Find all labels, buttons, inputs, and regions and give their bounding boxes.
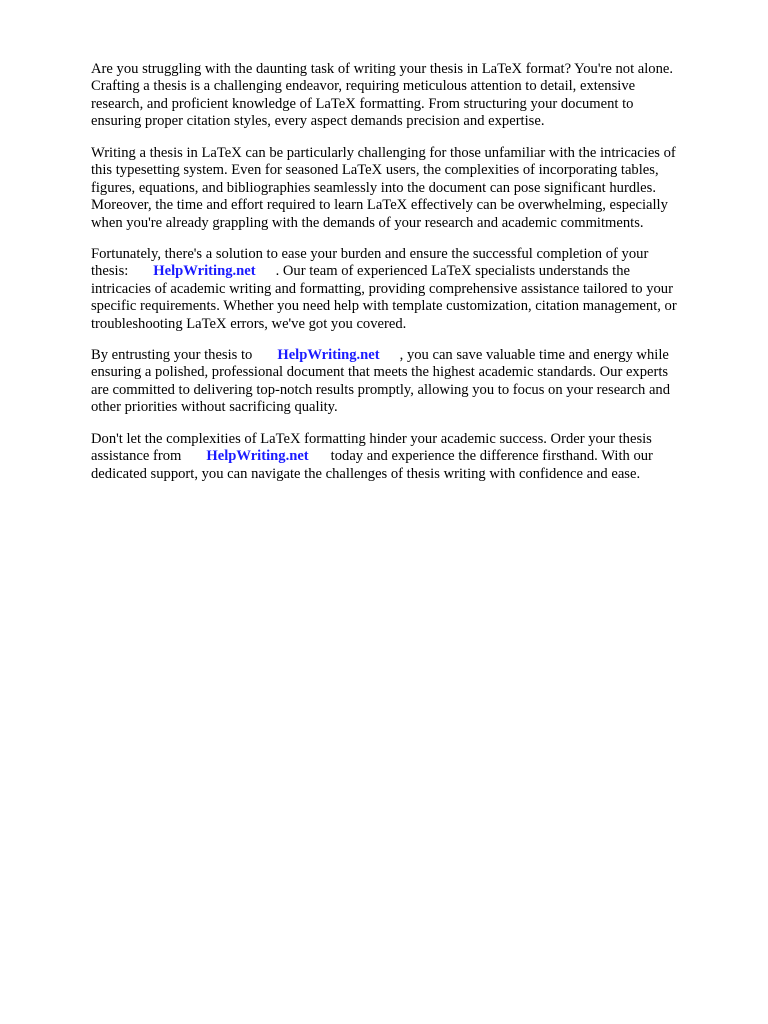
text-line: Don't let the complexities of LaTeX formatting hinder your academic success. Order your thesis [91,431,652,447]
paragraph-call-to-action [91,431,653,483]
text-line: other priorities without sacrificing quality. [91,399,338,416]
text-line: this typesetting system. Even for seasoned LaTeX users, the complexities of incorporating tables, [91,162,659,179]
helpwriting-link[interactable]: HelpWriting.net [153,263,256,280]
text-line: Are you struggling with the daunting task of writing your thesis in LaTeX format? You're not alone. [91,61,674,77]
text-line: figures, equations, and bibliographies seamlessly into the document can pose significant hurdles. [91,179,656,196]
paragraph-solution [91,246,677,333]
link-line-before: assistance from [91,448,182,465]
text-line: Moreover, the time and effort required to learn LaTeX effectively can be overwhelming, especially [91,197,668,214]
text-line-with-link [91,448,653,465]
text-line: ensuring a polished, professional document that meets the highest academic standards. Our experts [91,364,669,381]
text-line: troubleshooting LaTeX errors, we've got you covered. [91,315,407,332]
link-line-before: By entrusting your thesis to [91,347,253,363]
paragraph-challenges [91,145,676,232]
link-line-after: today and experience the difference firsthand. With our [330,448,653,465]
text-line-with-link [91,347,670,364]
text-line-with-link [91,263,677,280]
text-line: when you're already grappling with the demands of your research and academic commitments. [91,214,644,231]
text-line: ensuring proper citation styles, every aspect demands precision and expertise. [91,113,545,130]
text-line: specific requirements. Whether you need help with template customization, citation management, or [91,298,677,315]
helpwriting-link[interactable]: HelpWriting.net [206,448,309,465]
text-line: Writing a thesis in LaTeX can be particularly challenging for those unfamiliar with the intricacies of [91,145,676,161]
text-line: Fortunately, there's a solution to ease your burden and ensure the successful completion of your [91,246,649,262]
link-line-after: , you can save valuable time and energy while [399,347,669,363]
text-line: dedicated support, you can navigate the challenges of thesis writing with confidence and ease. [91,465,641,482]
link-line-after: . Our team of experienced LaTeX specialists understands the [275,263,630,280]
text-line: Crafting a thesis is a challenging endeavor, requiring meticulous attention to detail, extensive [91,78,636,95]
text-line: are committed to delivering top-notch results promptly, allowing you to focus on your research and [91,381,671,398]
paragraph-entrusting [91,347,670,417]
helpwriting-link[interactable]: HelpWriting.net [277,347,380,363]
text-line: research, and proficient knowledge of LaTeX formatting. From structuring your document to [91,95,634,112]
text-line: intricacies of academic writing and formatting, providing comprehensive assistance tailored to your [91,280,673,297]
paragraph-intro [91,61,673,131]
link-line-before: thesis: [91,263,129,280]
